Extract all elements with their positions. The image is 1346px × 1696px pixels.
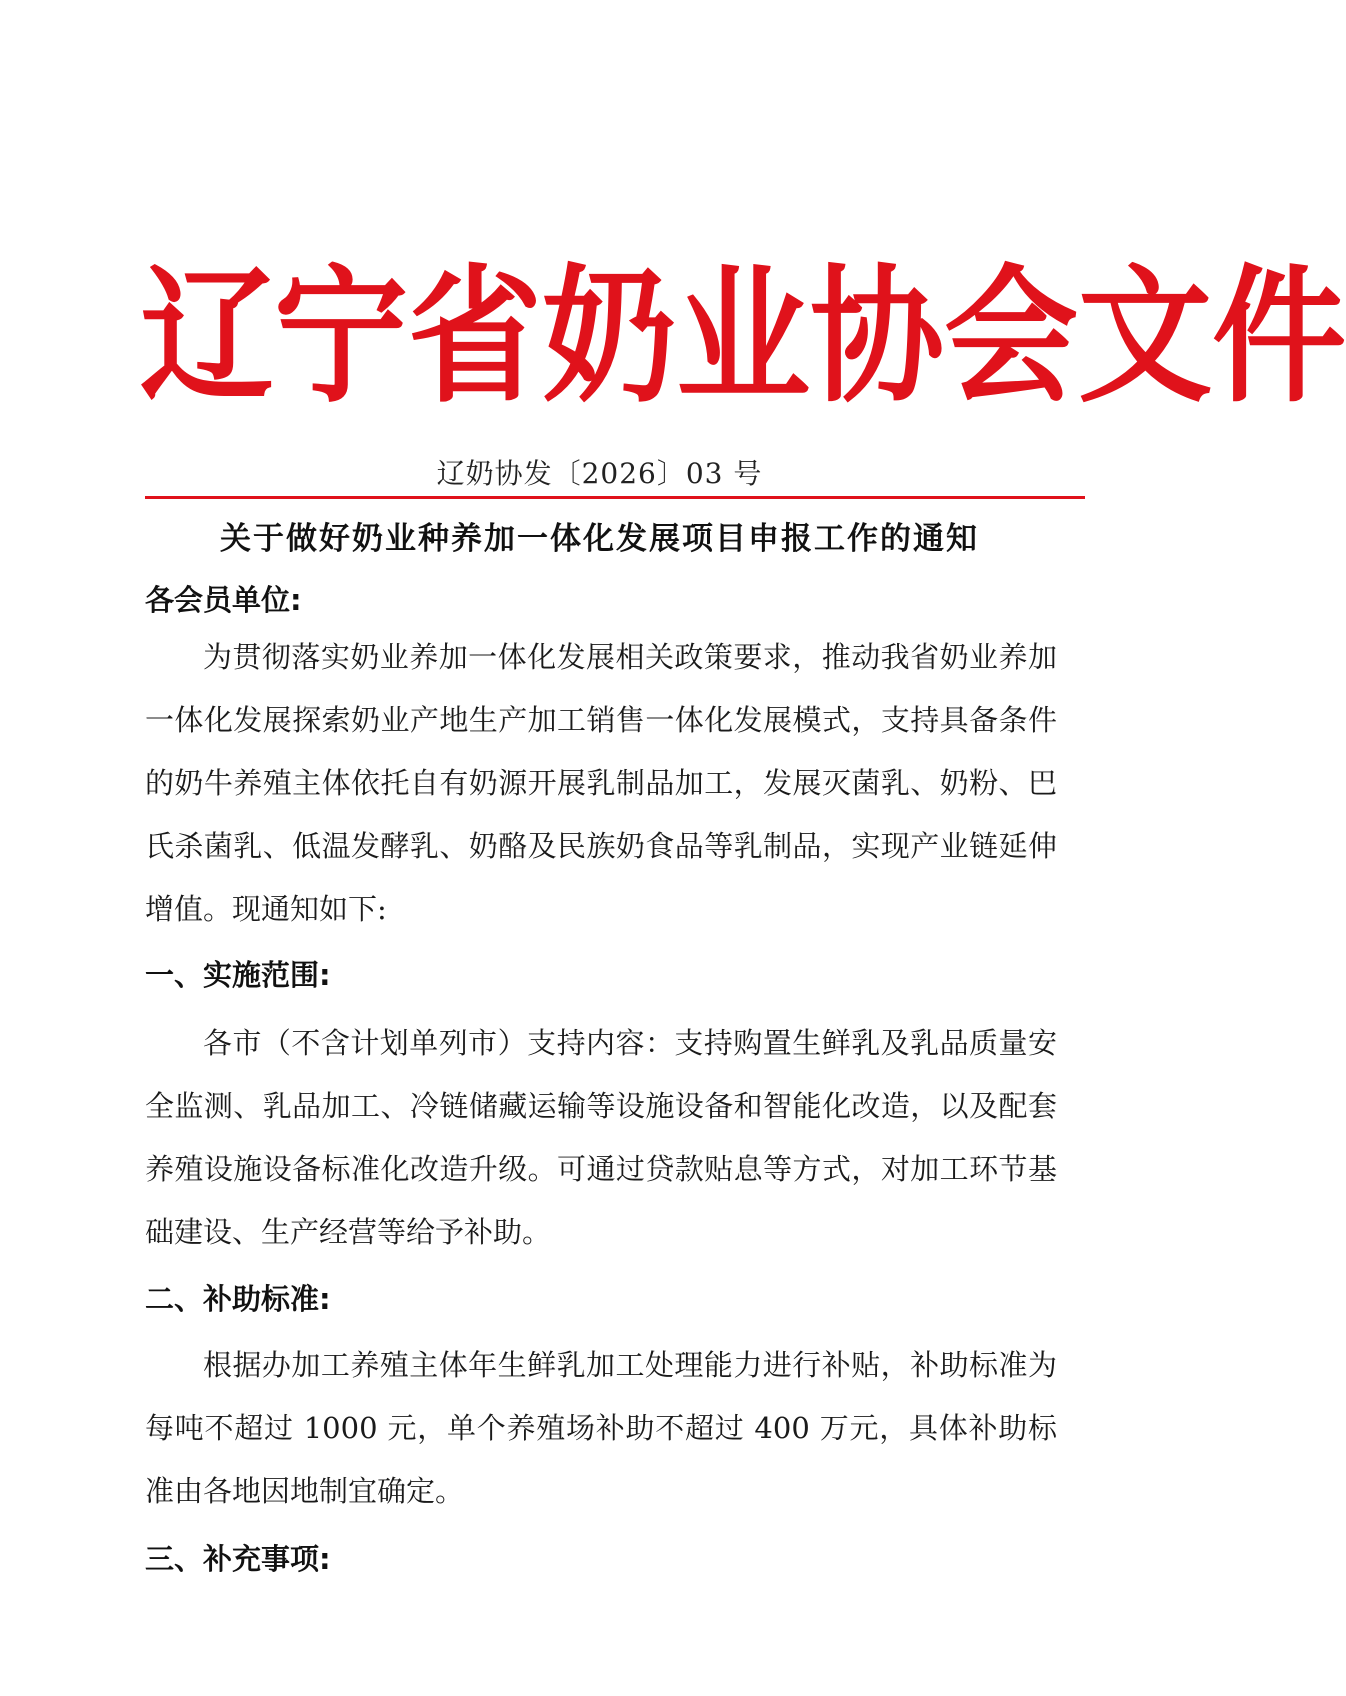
section-heading-subsidy-standard: 二、补助标准: <box>145 1282 331 1316</box>
masthead-char: 件 <box>1212 251 1346 423</box>
section-heading-scope: 一、实施范围: <box>145 958 331 992</box>
salutation: 各会员单位: <box>145 583 302 617</box>
red-divider-line <box>145 496 1085 499</box>
masthead-char: 会 <box>944 251 1079 423</box>
section-body-scope: 各市（不含计划单列市）支持内容：支持购置生鲜乳及乳品质量安全监测、乳品加工、冷链储藏运输等设施设备和智能化改造，以及配套养殖设施设备标准化改造升级。可通过贷款贴息等方式，对加工环节基础建设、生产经营等给予补助。 <box>145 1026 1057 1249</box>
section-heading-supplementary: 三、补充事项: <box>145 1542 331 1576</box>
masthead-char: 宁 <box>274 251 409 423</box>
masthead-char: 省 <box>408 251 543 423</box>
document-masthead <box>140 251 1346 423</box>
section-body-subsidy-standard: 根据办加工养殖主体年生鲜乳加工处理能力进行补贴，补助标准为每吨不超过 1000 元，单个养殖场补助不超过 400 万元，具体补助标准由各地因地制宜确定。 <box>145 1348 1057 1508</box>
masthead-char: 文 <box>1078 251 1213 423</box>
notice-title: 关于做好奶业种养加一体化发展项目申报工作的通知 <box>220 521 979 557</box>
document-number: 辽奶协发〔2026〕03 号 <box>436 457 763 490</box>
masthead-char: 奶 <box>542 251 677 423</box>
masthead-char: 辽 <box>140 251 275 423</box>
masthead-char: 协 <box>810 251 945 423</box>
masthead-char: 业 <box>676 251 811 423</box>
intro-paragraph: 为贯彻落实奶业养加一体化发展相关政策要求，推动我省奶业养加一体化发展探索奶业产地生产加工销售一体化发展模式，支持具备条件的奶牛养殖主体依托自有奶源开展乳制品加工，发展灭菌乳、奶粉、巴氏杀菌乳、低温发酵乳、奶酪及民族奶食品等乳制品，实现产业链延伸增值。现通知如下: <box>145 640 1057 926</box>
